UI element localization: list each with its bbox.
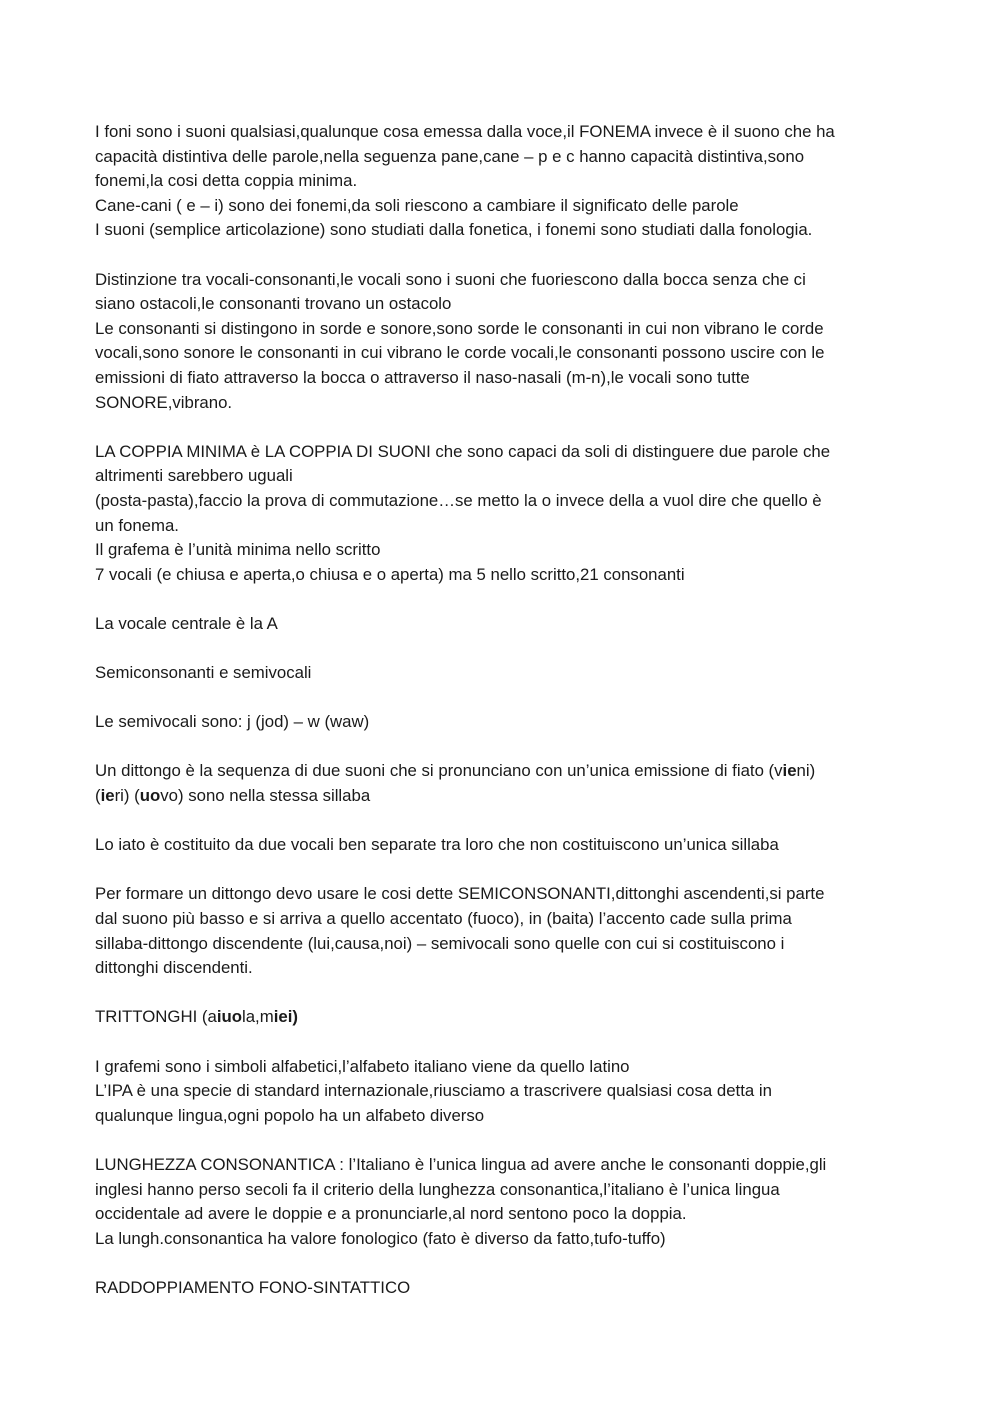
text-run: occidentale ad avere le doppie e a pronunciarle,al nord sentono poco la doppia. bbox=[95, 1204, 687, 1224]
text-run: fonemi,la cosi detta coppia minima. bbox=[95, 171, 358, 191]
text-line bbox=[95, 1055, 910, 1080]
text-line bbox=[95, 563, 910, 588]
text-line bbox=[95, 784, 910, 809]
text-line bbox=[95, 833, 910, 858]
text-run: I foni sono i suoni qualsiasi,qualunque cosa emessa dalla voce,il FONEMA invece è il suono che ha bbox=[95, 122, 835, 141]
paragraph bbox=[95, 1276, 910, 1301]
text-run: vo) sono nella stessa sillaba bbox=[160, 786, 371, 806]
text-run: Cane-cani ( e – i) sono dei fonemi,da soli riescono a cambiare il significato delle parole bbox=[95, 195, 739, 215]
text-line bbox=[95, 194, 910, 219]
text-line bbox=[95, 1005, 910, 1030]
text-line bbox=[95, 489, 910, 514]
text-run: ri) ( bbox=[114, 786, 140, 806]
text-line bbox=[95, 268, 910, 293]
text-run: Un dittongo è la sequenza di due suoni che si pronunciano con un’unica emissione di fiato (v bbox=[95, 761, 783, 781]
paragraph bbox=[95, 1153, 910, 1251]
paragraph bbox=[95, 612, 910, 637]
text-run: Il grafema è l’unità minima nello scritto bbox=[95, 540, 381, 560]
paragraph bbox=[95, 440, 910, 588]
paragraph bbox=[95, 268, 910, 416]
bold-text-run: ie bbox=[100, 786, 115, 806]
text-line bbox=[95, 1178, 910, 1203]
text-line bbox=[95, 514, 910, 539]
text-line bbox=[95, 218, 910, 243]
text-line bbox=[95, 661, 910, 686]
paragraph bbox=[95, 661, 910, 686]
text-line bbox=[95, 120, 910, 145]
text-run: qualunque lingua,ogni popolo ha un alfabeto diverso bbox=[95, 1105, 485, 1125]
text-run: SONORE,vibrano. bbox=[95, 392, 233, 412]
text-run: La lungh.consonantica ha valore fonologico (fato è diverso da fatto,tufo-tuffo) bbox=[95, 1228, 666, 1248]
text-run: 7 vocali (e chiusa e aperta,o chiusa e o aperta) ma 5 nello scritto,21 consonanti bbox=[95, 564, 685, 584]
text-line bbox=[95, 1202, 910, 1227]
paragraph bbox=[95, 120, 910, 243]
text-line bbox=[95, 1079, 910, 1104]
paragraph bbox=[95, 1055, 910, 1129]
text-run: LA COPPIA MINIMA è LA COPPIA DI SUONI che sono capaci da soli di distinguere due parole che bbox=[95, 441, 831, 461]
text-line bbox=[95, 366, 910, 391]
text-run: TRITTONGHI (a bbox=[95, 1007, 217, 1027]
text-run: capacità distintiva delle parole,nella seguenza pane,cane – p e c hanno capacità distintiva,sono bbox=[95, 146, 805, 166]
text-line bbox=[95, 759, 910, 784]
text-line bbox=[95, 538, 910, 563]
text-run: dittonghi discendenti. bbox=[95, 958, 253, 978]
text-line bbox=[95, 317, 910, 342]
text-line bbox=[95, 612, 910, 637]
text-run: emissioni di fiato attraverso la bocca o attraverso il naso-nasali (m-n),le vocali sono tutte bbox=[95, 367, 750, 387]
paragraph bbox=[95, 710, 910, 735]
paragraph bbox=[95, 882, 910, 980]
text-run: altrimenti sarebbero uguali bbox=[95, 466, 293, 486]
bold-text-run: uo bbox=[139, 786, 161, 806]
text-run: Lo iato è costituito da due vocali ben separate tra loro che non costituiscono un’unica sillaba bbox=[95, 835, 779, 855]
text-line bbox=[95, 1153, 910, 1178]
text-run: LUNGHEZZA CONSONANTICA : l’Italiano è l’unica lingua ad avere anche le consonanti doppie,gli bbox=[95, 1154, 827, 1174]
text-run: La vocale centrale è la A bbox=[95, 613, 278, 633]
text-run: vocali,sono sonore le consonanti in cui vibrano le corde vocali,le consonanti possono uscire con le bbox=[95, 343, 825, 363]
bold-text-run: iei) bbox=[273, 1007, 298, 1027]
text-run: L’IPA è una specie di standard internazionale,riusciamo a trascrivere qualsiasi cosa detta in bbox=[95, 1081, 772, 1101]
text-line bbox=[95, 391, 910, 416]
text-line bbox=[95, 292, 910, 317]
text-line bbox=[95, 341, 910, 366]
text-line bbox=[95, 956, 910, 981]
paragraph bbox=[95, 759, 910, 808]
paragraph bbox=[95, 1005, 910, 1030]
bold-text-run: iuo bbox=[216, 1007, 242, 1027]
text-line bbox=[95, 1104, 910, 1129]
bold-text-run: ie bbox=[782, 761, 797, 781]
text-run: I grafemi sono i simboli alfabetici,l’alfabeto italiano viene da quello latino bbox=[95, 1056, 630, 1076]
text-line bbox=[95, 169, 910, 194]
text-run: sillaba-dittongo discendente (lui,causa,noi) – semivocali sono quelle con cui si costituiscono i bbox=[95, 933, 785, 953]
text-line bbox=[95, 1276, 910, 1301]
text-line bbox=[95, 464, 910, 489]
text-line bbox=[95, 1227, 910, 1252]
text-run: inglesi hanno perso secoli fa il criterio della lunghezza consonantica,l’italiano è l’unica lingua bbox=[95, 1179, 780, 1199]
text-run: ( bbox=[95, 786, 101, 806]
text-line bbox=[95, 882, 910, 907]
text-run: un fonema. bbox=[95, 515, 179, 535]
text-run: I suoni (semplice articolazione) sono studiati dalla fonetica, i fonemi sono studiati dalla fonologia. bbox=[95, 220, 813, 240]
text-run: dal suono più basso e si arriva a quello accentato (fuoco), in (baita) l’accento cade sulla prima bbox=[95, 909, 792, 928]
text-run: Le semivocali sono: j (jod) – w (waw) bbox=[95, 712, 370, 732]
text-run: siano ostacoli,le consonanti trovano un ostacolo bbox=[95, 294, 452, 314]
text-run: Semiconsonanti e semivocali bbox=[95, 663, 312, 683]
text-line bbox=[95, 145, 910, 170]
text-run: la,m bbox=[242, 1007, 274, 1027]
text-line bbox=[95, 710, 910, 735]
text-run: Distinzione tra vocali-consonanti,le vocali sono i suoni che fuoriescono dalla bocca senza che ci bbox=[95, 269, 806, 289]
text-run: ni) bbox=[796, 761, 816, 781]
paragraph bbox=[95, 833, 910, 858]
text-run: Le consonanti si distingono in sorde e sonore,sono sorde le consonanti in cui non vibrano le corde bbox=[95, 318, 824, 338]
text-line bbox=[95, 907, 910, 932]
text-run: RADDOPPIAMENTO FONO-SINTATTICO bbox=[95, 1277, 411, 1297]
text-line bbox=[95, 440, 910, 465]
text-line bbox=[95, 932, 910, 957]
text-run: (posta-pasta),faccio la prova di commutazione…se metto la o invece della a vuol dire che quello è bbox=[95, 490, 822, 510]
document-page bbox=[95, 120, 910, 1325]
text-run: Per formare un dittongo devo usare le cosi dette SEMICONSONANTI,dittonghi ascendenti,si parte bbox=[95, 884, 825, 904]
